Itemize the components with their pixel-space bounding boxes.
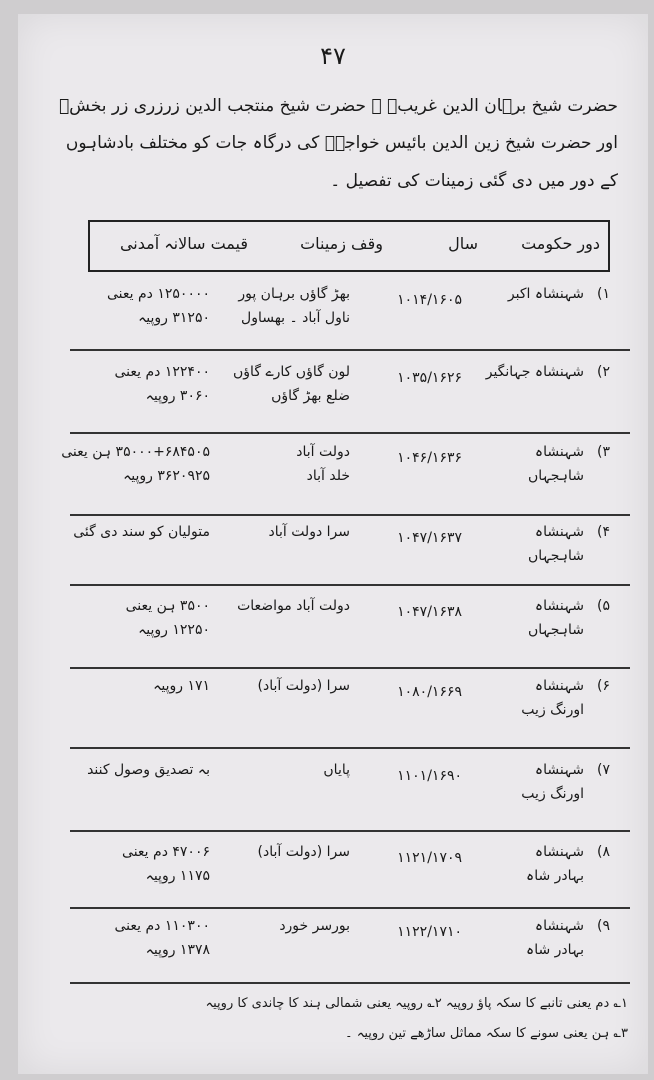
row-year: ۱۰۴۶/۱۶۳۶ [397,450,462,466]
row-year: ۱۰۴۷/۱۶۳۷ [397,530,462,546]
row-value-line2: ۳۶۲۰۹۲۵ روپیہ [123,468,210,484]
row-divider [70,349,630,351]
row-year: ۱۱۲۲/۱۷۱۰ [397,924,462,940]
row-land: سرا (دولت آباد) [257,678,350,694]
row-value-line2: ۱۱۷۵ روپیہ [145,868,210,884]
page-number: ۴۷ [320,42,346,70]
row-value: ۴۷۰۰۶ دم یعنی [122,844,210,860]
row-year: ۱۱۲۱/۱۷۰۹ [397,850,462,866]
row-ruler-line2: شاہجہاں [528,622,584,638]
row-number: ۲) [597,364,610,380]
row-value: متولیان کو سند دی گئی [73,524,210,540]
row-value: ۱۲۵۰۰۰۰ دم یعنی [107,286,210,302]
row-land-line2: ناول آباد ۔ بھساول [241,310,350,326]
row-land: دولت آباد مواضعات [237,598,350,614]
row-land-line2: ضلع بھڑ گاؤں [271,388,350,404]
table-header-box [88,220,610,272]
row-number: ۹) [597,918,610,934]
row-land: سرا دولت آباد [268,524,350,540]
row-value: ۱۷۱ روپیہ [153,678,210,694]
row-year: ۱۰۳۵/۱۶۲۶ [397,370,462,386]
row-value-line2: ۳۱۲۵۰ روپیہ [138,310,210,326]
row-land: دولت آباد [296,444,350,460]
row-land: بھڑ گاؤں برہان پور [238,286,350,302]
row-land: سرا (دولت آباد) [257,844,350,860]
row-number: ۱) [597,286,610,302]
row-ruler: شہنشاہ [534,444,584,460]
row-value-line2: ۱۳۷۸ روپیہ [145,942,210,958]
row-ruler: شہنشاہ [534,762,584,778]
footnote-rule [70,982,630,984]
row-divider [70,907,630,909]
row-ruler-line2: اورنگ زیب [521,786,584,802]
row-value: ۳۵۰۰ ہن یعنی [125,598,210,614]
header-year: سال [448,234,478,253]
row-number: ۳) [597,444,610,460]
row-value: بہ تصدیق وصول کنند [87,762,210,778]
row-ruler-line2: شاہجہاں [528,548,584,564]
row-ruler-line2: بہادر شاہ [525,868,584,884]
row-divider [70,584,630,586]
row-year: ۱۰۱۴/۱۶۰۵ [397,292,462,308]
row-ruler: شہنشاہ [534,918,584,934]
row-value-line2: ۳۰۶۰ روپیہ [145,388,210,404]
row-ruler: شہنشاہ [534,598,584,614]
intro-line-3: کے دور میں دی گئی زمینات کی تفصیل ۔ [330,171,618,191]
row-ruler-line2: بہادر شاہ [525,942,584,958]
row-year: ۱۰۸۰/۱۶۶۹ [397,684,462,700]
row-number: ۷) [597,762,610,778]
footnote-2: ۳؎ ہن یعنی سونے کا سکہ مماثل ساڑھے تین روپیہ ۔ [344,1026,628,1041]
row-land: لون گاؤں کارے گاؤں [233,364,350,380]
row-land: پایاں [323,762,350,778]
row-land: بورسر خورد [279,918,350,934]
row-ruler: شہنشاہ [534,524,584,540]
intro-line-2: اور حضرت شیخ زین الدین بائیس خواجہؒ کی درگاہ جات کو مختلف بادشاہوں [65,133,618,153]
header-lands: وقف زمینات [300,234,383,253]
row-divider [70,432,630,434]
row-value: ۳۵۰۰۰+۶۸۴۵۰۵ ہن یعنی [61,444,210,460]
row-ruler: شہنشاہ اکبر [507,286,584,302]
row-number: ۵) [597,598,610,614]
row-value: ۱۲۲۴۰۰ دم یعنی [114,364,210,380]
row-value-line2: ۱۲۲۵۰ روپیہ [138,622,210,638]
row-divider [70,830,630,832]
row-ruler-line2: اورنگ زیب [521,702,584,718]
row-year: ۱۱۰۱/۱۶۹۰ [397,768,462,784]
header-reign: دور حکومت [521,234,600,253]
row-ruler-line2: شاہجہاں [528,468,584,484]
row-ruler: شہنشاہ [534,678,584,694]
row-value: ۱۱۰۳۰۰ دم یعنی [114,918,210,934]
row-land-line2: خلد آباد [306,468,350,484]
row-divider [70,514,630,516]
row-divider [70,667,630,669]
row-number: ۸) [597,844,610,860]
row-year: ۱۰۴۷/۱۶۳۸ [397,604,462,620]
row-divider [70,747,630,749]
document-page [18,14,648,1074]
row-ruler: شہنشاہ جہانگیر [485,364,584,380]
row-ruler: شہنشاہ [534,844,584,860]
row-number: ۴) [597,524,610,540]
row-number: ۶) [597,678,610,694]
intro-line-1: حضرت شیخ برہان الدین غریبؒ ۔ حضرت شیخ منتجب الدین زرزری زر بخشؒ [58,96,618,116]
footnote-1: ۱؎ دم یعنی تانبے کا سکہ پاؤ روپیہ ۲؎ روپیہ یعنی شمالی ہند کا چاندی کا روپیہ [205,996,628,1011]
header-value: قیمت سالانہ آمدنی [119,234,248,253]
